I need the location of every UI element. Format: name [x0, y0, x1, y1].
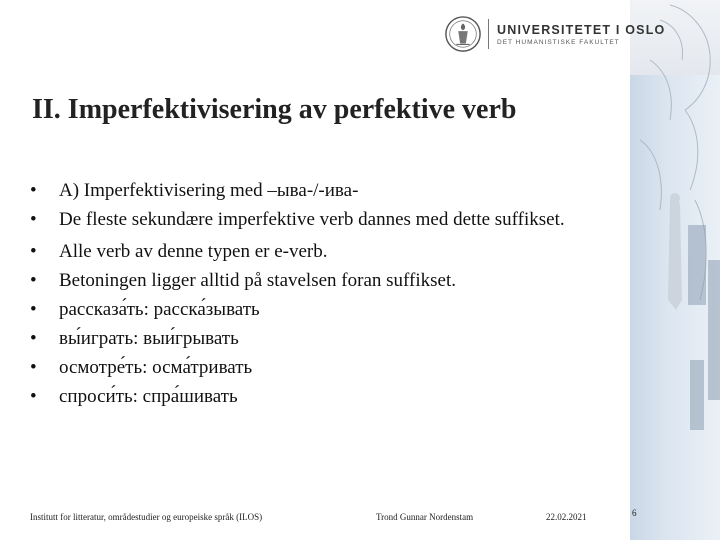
bullet-item: • De fleste sekundære imperfektive verb dannes med dette suffikset. [30, 207, 630, 232]
bullet-item: • рассказа́ть: расска́зывать [30, 297, 630, 322]
footer-institute: Institutt for litteratur, områdestudier og europeiske språk (ILOS) [30, 512, 263, 522]
faculty-name: DET HUMANISTISKE FAKULTET [497, 38, 620, 46]
footer-author: Trond Gunnar Nordenstam [376, 512, 474, 522]
university-logo [444, 14, 665, 54]
footer-date: 22.02.2021 [546, 512, 587, 522]
university-name: UNIVERSITETET I OSLO [497, 22, 666, 37]
bullet-list [30, 178, 630, 413]
decorative-sculpture-panel [630, 0, 720, 540]
bullet-item: • Alle verb av denne typen er e-verb. [30, 239, 630, 264]
bullet-item: • Betoningen ligger alltid på stavelsen foran suffikset. [30, 268, 630, 293]
bullet-item: • вы́играть: выи́грывать [30, 326, 630, 351]
page-number: 6 [632, 508, 637, 518]
bullet-item: • спроси́ть: спра́шивать [30, 384, 630, 409]
university-seal-icon [444, 15, 482, 53]
bullet-item: • A) Imperfektivisering med –ыва-/-ива- [30, 178, 630, 203]
slide-title: II. Imperfektivisering av perfektive verb [32, 94, 517, 125]
sculpture-illustration [630, 0, 720, 540]
bullet-item: • осмотре́ть: осма́тривать [30, 355, 630, 380]
